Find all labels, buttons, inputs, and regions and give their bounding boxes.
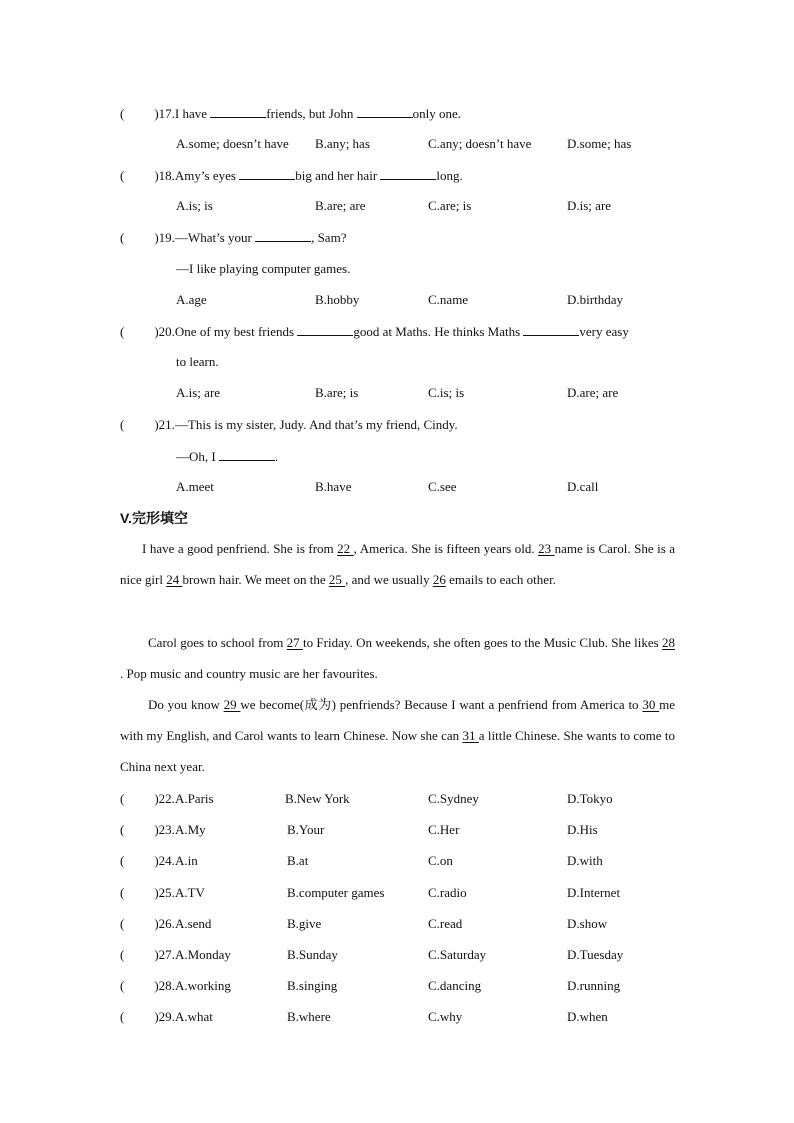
- option-c[interactable]: C.Saturday: [428, 947, 487, 962]
- cloze-blank-23[interactable]: 23: [538, 541, 555, 556]
- option-d[interactable]: D.is; are: [567, 198, 612, 213]
- option-d[interactable]: D.Tokyo: [567, 791, 613, 806]
- option-d[interactable]: D.Tuesday: [567, 947, 624, 962]
- option-a[interactable]: A.some; doesn’t have: [176, 136, 289, 151]
- option-a[interactable]: A.TV: [174, 885, 205, 900]
- option-a[interactable]: A.Monday: [174, 947, 231, 962]
- cloze-blank-28[interactable]: 28: [662, 635, 675, 650]
- cloze-question-26: ( )26.A.send: [120, 916, 212, 931]
- cloze-blank-29[interactable]: 29: [223, 697, 241, 712]
- cloze-blank-31[interactable]: 31: [462, 728, 479, 743]
- passage-paragraph-3: Do you know 29 we become(成为) penfriends? Because I want a penfriend from America to 30 me with my English, and Carol wants to learn Chinese. Now she can 31 a little Chinese. She wants to come to China next year.: [120, 697, 676, 774]
- passage-paragraph-1: I have a good penfriend. She is from 22 , America. She is fifteen years old. 23 name is Carol. She is a nice girl 24 brown hair. We meet on the 25 , and we usually 26 emails to each other.: [120, 541, 676, 587]
- option-c[interactable]: C.is; is: [428, 385, 465, 400]
- section-title: V.完形填空: [120, 510, 188, 526]
- option-a[interactable]: A.age: [176, 292, 207, 307]
- question-21: ( )21.—This is my sister, Judy. And that’s my friend, Cindy.: [120, 417, 458, 432]
- cloze-blank-30[interactable]: 30: [642, 697, 660, 712]
- option-a[interactable]: A.My: [174, 822, 206, 837]
- cloze-blank-22[interactable]: 22: [337, 541, 354, 556]
- answer-blank[interactable]: [219, 448, 275, 461]
- dialogue-response: —Oh, I .: [176, 449, 279, 464]
- option-c[interactable]: C.any; doesn’t have: [428, 136, 532, 151]
- cloze-blank-24[interactable]: 24: [166, 572, 183, 587]
- option-b[interactable]: B.any; has: [315, 136, 370, 151]
- option-c[interactable]: C.read: [428, 916, 463, 931]
- option-c[interactable]: C.Sydney: [428, 791, 479, 806]
- option-b[interactable]: B.have: [315, 479, 352, 494]
- option-d[interactable]: D.some; has: [567, 136, 632, 151]
- option-c[interactable]: C.name: [428, 292, 469, 307]
- cloze-question-24: ( )24.A.in: [120, 853, 198, 868]
- option-d[interactable]: D.His: [567, 822, 598, 837]
- answer-blank[interactable]: [210, 105, 266, 118]
- answer-bracket: (: [120, 106, 125, 121]
- option-c[interactable]: C.why: [428, 1009, 463, 1024]
- option-b[interactable]: B.hobby: [315, 292, 360, 307]
- option-b[interactable]: B.where: [287, 1009, 331, 1024]
- question-18: ( )18.Amy’s eyes big and her hair long.: [120, 168, 463, 183]
- option-d[interactable]: D.with: [567, 853, 603, 868]
- option-d[interactable]: D.are; are: [567, 385, 619, 400]
- question-20: ( )20.One of my best friends good at Maths. He thinks Maths very easy: [120, 324, 629, 339]
- answer-bracket: (: [120, 417, 125, 432]
- option-a[interactable]: A.in: [174, 853, 198, 868]
- option-a[interactable]: A.is; is: [176, 198, 213, 213]
- answer-blank[interactable]: [523, 323, 579, 336]
- option-a[interactable]: A.what: [174, 1009, 213, 1024]
- option-b[interactable]: B.Sunday: [287, 947, 338, 962]
- option-b[interactable]: B.are; is: [315, 385, 359, 400]
- cloze-question-22: ( )22.A.Paris: [120, 791, 214, 806]
- cloze-blank-25[interactable]: 25: [328, 572, 346, 587]
- answer-blank[interactable]: [297, 323, 353, 336]
- cloze-blank-26[interactable]: 26: [432, 572, 446, 587]
- passage-paragraph-2: Carol goes to school from 27 to Friday. On weekends, she often goes to the Music Club. She likes 28 . Pop music and country music are her favourites.: [120, 635, 675, 681]
- answer-blank[interactable]: [255, 229, 311, 242]
- answer-bracket: (: [120, 324, 125, 339]
- option-b[interactable]: B.New York: [285, 791, 350, 806]
- option-c[interactable]: C.Her: [428, 822, 460, 837]
- option-d[interactable]: D.Internet: [567, 885, 621, 900]
- answer-blank[interactable]: [380, 167, 436, 180]
- dialogue-response: —I like playing computer games.: [176, 261, 351, 276]
- option-a[interactable]: A.meet: [176, 479, 214, 494]
- option-b[interactable]: B.give: [287, 916, 322, 931]
- option-c[interactable]: C.see: [428, 479, 457, 494]
- option-b[interactable]: B.are; are: [315, 198, 366, 213]
- option-c[interactable]: C.dancing: [428, 978, 482, 993]
- option-b[interactable]: B.at: [287, 853, 309, 868]
- option-d[interactable]: D.call: [567, 479, 599, 494]
- option-d[interactable]: D.running: [567, 978, 621, 993]
- option-c[interactable]: C.radio: [428, 885, 467, 900]
- option-b[interactable]: B.computer games: [287, 885, 385, 900]
- option-a[interactable]: A.is; are: [176, 385, 221, 400]
- answer-blank[interactable]: [357, 105, 413, 118]
- cloze-question-27: ( )27.A.Monday: [120, 947, 231, 962]
- cloze-question-28: ( )28.A.working: [120, 978, 231, 993]
- answer-bracket: (: [120, 168, 125, 183]
- answer-bracket: (: [120, 230, 125, 245]
- cloze-question-23: ( )23.A.My: [120, 822, 206, 837]
- option-a[interactable]: A.working: [174, 978, 231, 993]
- option-a[interactable]: A.Paris: [174, 791, 214, 806]
- option-c[interactable]: C.on: [428, 853, 453, 868]
- cloze-blank-27[interactable]: 27: [286, 635, 303, 650]
- option-c[interactable]: C.are; is: [428, 198, 472, 213]
- option-b[interactable]: B.singing: [287, 978, 338, 993]
- question-continuation: to learn.: [176, 354, 219, 369]
- option-d[interactable]: D.show: [567, 916, 608, 931]
- option-a[interactable]: A.send: [174, 916, 212, 931]
- answer-blank[interactable]: [239, 167, 295, 180]
- question-19: ( )19.—What’s your , Sam?: [120, 230, 347, 245]
- option-d[interactable]: D.when: [567, 1009, 608, 1024]
- question-17: ( )17.I have friends, but John only one.: [120, 106, 461, 121]
- option-b[interactable]: B.Your: [287, 822, 325, 837]
- cloze-question-29: ( )29.A.what: [120, 1009, 213, 1024]
- cloze-question-25: ( )25.A.TV: [120, 885, 205, 900]
- option-d[interactable]: D.birthday: [567, 292, 623, 307]
